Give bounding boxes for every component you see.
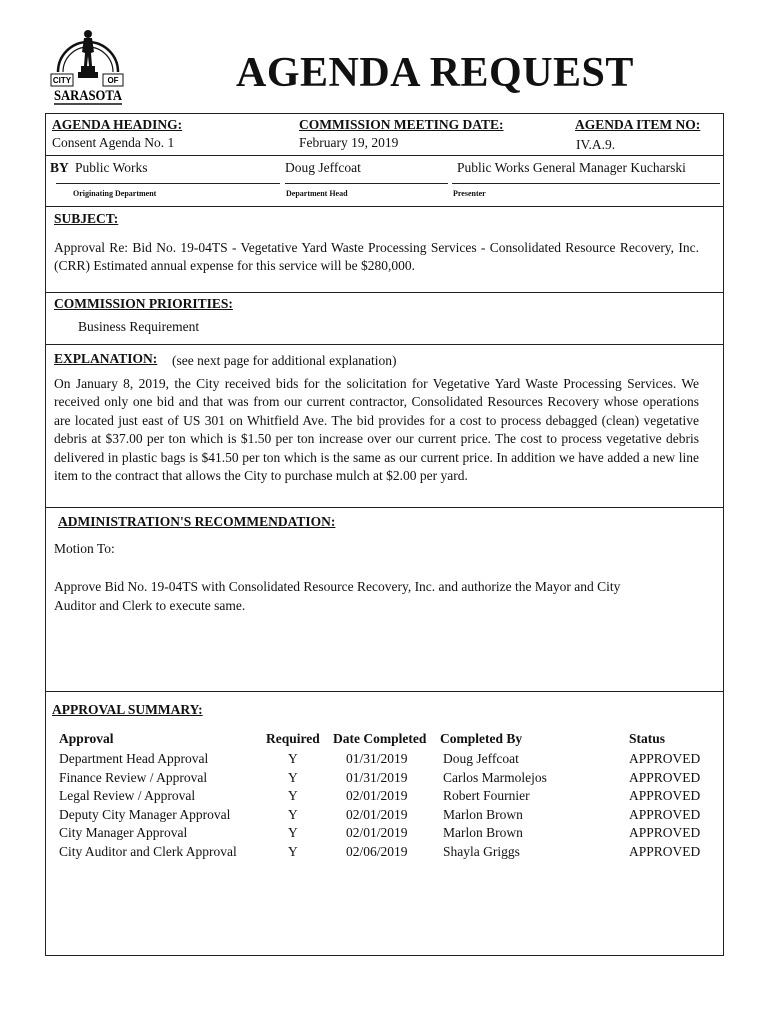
status-cell: APPROVED — [629, 769, 701, 785]
presenter-caption: Presenter — [453, 189, 486, 198]
divider — [45, 344, 724, 345]
city-of-sarasota-logo — [50, 22, 126, 108]
status-cell: APPROVED — [629, 825, 701, 841]
originating-department-value: Public Works — [75, 160, 148, 175]
completed-by-cell: Doug Jeffcoat — [443, 751, 519, 766]
by-label: BY — [50, 160, 69, 175]
approval-cell: Legal Review / Approval — [59, 788, 196, 804]
department-head-value: Doug Jeffcoat — [285, 160, 361, 175]
completed-by-cell: Marlon Brown — [443, 825, 523, 841]
svg-text:CITY: CITY — [52, 76, 72, 85]
table-row — [59, 788, 709, 807]
signature-line — [56, 183, 280, 184]
approval-header-row — [59, 731, 709, 751]
divider — [45, 691, 724, 692]
commission-priorities-label: COMMISSION PRIORITIES: — [54, 296, 233, 311]
commission-priorities-value: Business Requirement — [78, 319, 200, 334]
subject-text: Approval Re: Bid No. 19-04TS - Vegetative Yard Waste Processing Services - Consolidated Resource Recovery, Inc. (CRR) Estimated annual expense for this service will be $280,000. — [54, 240, 699, 274]
table-row — [59, 844, 709, 863]
recommendation-text: Approve Bid No. 19-04TS with Consolidated Resource Recovery, Inc. and authorize the Mayor and City Auditor and Clerk to execute same. — [54, 579, 621, 613]
presenter-value: Public Works General Manager Kucharski — [457, 160, 686, 175]
agenda-item-no-label: AGENDA ITEM NO: — [575, 117, 701, 132]
explanation-text: On January 8, 2019, the City received bids for the solicitation for Vegetative Yard Waste Processing Services. We received only one bid and that was from our current contractor, Consolidated Resources Recovery whose operations are located just east of US 301 on Whitfield Ave. The bid provides for a cost to process debagged (clean) vegetative debris at $37.00 per ton which is $1.50 per ton increase over our current price. The cost to process vegetative debris delivered in plastic bags is $41.50 per ton which is the same as our current price. In addition we have added a new line item to the contract that allows the City to purchase mulch at $2.00 per yard. — [54, 376, 699, 484]
date-cell: 01/31/2019 — [346, 769, 408, 785]
completed-by-cell: Shayla Griggs — [443, 843, 520, 859]
required-cell: Y — [288, 751, 298, 766]
originating-department-caption: Originating Department — [73, 189, 157, 198]
divider — [45, 292, 724, 293]
signature-line — [285, 183, 448, 184]
svg-text:SARASOTA: SARASOTA — [54, 88, 123, 104]
date-cell: 02/01/2019 — [346, 788, 408, 804]
approval-table — [59, 731, 709, 863]
signature-line — [452, 183, 720, 184]
table-row — [59, 825, 709, 844]
date-cell: 02/06/2019 — [346, 843, 408, 859]
statue-emblem-icon — [50, 22, 126, 108]
column-header: Status — [629, 731, 666, 746]
divider — [45, 155, 724, 156]
agenda-heading-value: Consent Agenda No. 1 — [52, 135, 175, 150]
completed-by-cell: Robert Fournier — [443, 788, 530, 804]
required-cell: Y — [288, 843, 298, 859]
approval-cell: City Manager Approval — [59, 825, 188, 841]
required-cell: Y — [288, 788, 298, 804]
motion-to-label: Motion To: — [54, 541, 115, 556]
date-cell: 02/01/2019 — [346, 806, 408, 822]
status-cell: APPROVED — [629, 788, 701, 804]
completed-by-cell: Carlos Marmolejos — [443, 769, 547, 785]
status-cell: APPROVED — [629, 806, 701, 822]
divider — [45, 507, 724, 508]
subject-label: SUBJECT: — [54, 211, 119, 226]
status-cell: APPROVED — [629, 843, 701, 859]
department-head-caption: Department Head — [286, 189, 348, 198]
required-cell: Y — [288, 769, 298, 785]
approval-cell: Deputy City Manager Approval — [59, 806, 231, 822]
meeting-date-value: February 19, 2019 — [299, 135, 399, 150]
table-row — [59, 807, 709, 826]
svg-text:OF: OF — [107, 76, 119, 85]
explanation-note: (see next page for additional explanation) — [172, 353, 397, 368]
completed-by-cell: Marlon Brown — [443, 806, 523, 822]
approval-cell: Department Head Approval — [59, 751, 209, 766]
column-header: Approval — [59, 731, 114, 746]
recommendation-label: ADMINISTRATION'S RECOMMENDATION: — [58, 514, 336, 529]
column-header: Completed By — [440, 731, 523, 746]
approval-cell: Finance Review / Approval — [59, 769, 208, 785]
required-cell: Y — [288, 806, 298, 822]
agenda-heading-label: AGENDA HEADING: — [52, 117, 183, 132]
column-header: Date Completed — [333, 731, 427, 746]
table-row — [59, 751, 709, 770]
status-cell: APPROVED — [629, 751, 701, 766]
date-cell: 01/31/2019 — [346, 751, 408, 766]
approval-cell: City Auditor and Clerk Approval — [59, 843, 237, 859]
explanation-label: EXPLANATION: — [54, 351, 158, 366]
page-title: AGENDA REQUEST — [236, 50, 634, 96]
meeting-date-label: COMMISSION MEETING DATE: — [299, 117, 504, 132]
column-header: Required — [266, 731, 320, 746]
date-cell: 02/01/2019 — [346, 825, 408, 841]
agenda-item-no-value: IV.A.9. — [576, 137, 616, 152]
approval-summary-label: APPROVAL SUMMARY: — [52, 702, 203, 717]
required-cell: Y — [288, 825, 298, 841]
table-row — [59, 770, 709, 789]
